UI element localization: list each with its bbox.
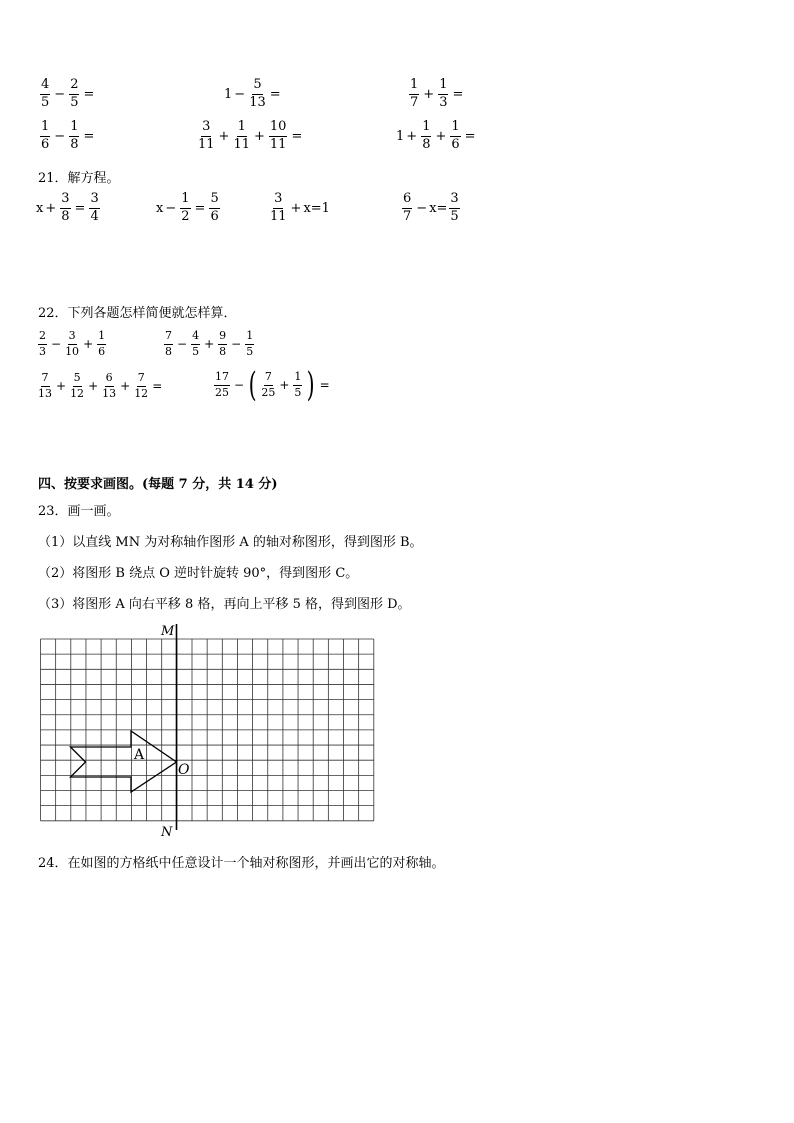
fraction xyxy=(69,120,79,153)
fraction xyxy=(450,120,460,153)
numerator: 3 xyxy=(89,192,99,209)
question-21-title: 21．解方程。 xyxy=(38,171,120,186)
denominator: 8 xyxy=(219,344,227,358)
numerator: 1 xyxy=(180,192,190,209)
denominator: 8 xyxy=(61,208,70,224)
denominator: 5 xyxy=(70,94,79,110)
numerator: 1 xyxy=(40,120,50,137)
denominator: 7 xyxy=(410,94,419,110)
fraction xyxy=(102,372,116,400)
numerator: 6 xyxy=(402,192,412,209)
fraction xyxy=(245,330,254,358)
denominator: 5 xyxy=(192,344,200,358)
denominator: 6 xyxy=(451,136,460,152)
fraction xyxy=(70,372,84,400)
question-23-item-2: （2）将图形 B 绕点 O 逆时针旋转 90°，得到图形 C。 xyxy=(38,566,359,581)
fraction xyxy=(198,120,215,153)
shape-a-arrow xyxy=(71,731,177,792)
denominator: 25 xyxy=(261,385,276,399)
simplify-expr xyxy=(162,330,256,358)
question-23-item-1: （1）以直线 MN 为对称轴作图形 A 的轴对称图形，得到图形 B。 xyxy=(38,535,423,550)
term: x xyxy=(36,200,44,216)
denominator: 13 xyxy=(38,386,52,400)
denominator: 3 xyxy=(439,94,448,110)
fraction xyxy=(249,78,266,111)
fraction xyxy=(233,120,250,153)
denominator: 12 xyxy=(70,386,85,400)
operator: = xyxy=(83,86,95,102)
fraction xyxy=(38,330,47,358)
numerator: 3 xyxy=(60,192,70,209)
operator: = xyxy=(194,200,206,216)
equation xyxy=(36,192,102,225)
question-24-title: 24．在如图的方格纸中任意设计一个轴对称图形，并画出它的对称轴。 xyxy=(38,856,445,871)
fraction xyxy=(97,330,106,358)
operator: − xyxy=(54,86,66,102)
fraction xyxy=(38,372,52,400)
denominator: 13 xyxy=(102,386,117,400)
operator: − xyxy=(54,128,66,144)
operator: + xyxy=(406,128,418,144)
simplify-expr xyxy=(36,372,164,400)
numerator: 1 xyxy=(293,371,302,386)
denominator: 11 xyxy=(198,136,215,152)
numerator: 1 xyxy=(245,330,254,345)
denominator: 11 xyxy=(233,136,250,152)
parenthesis: ( xyxy=(248,365,257,405)
numerator: 7 xyxy=(137,372,146,387)
denominator: 5 xyxy=(246,344,254,358)
equation xyxy=(268,192,330,225)
numerator: 6 xyxy=(105,372,114,387)
numerator: 5 xyxy=(209,192,219,209)
fraction xyxy=(164,330,173,358)
numerator: 5 xyxy=(252,78,262,95)
fraction xyxy=(421,120,431,153)
term: x= xyxy=(429,200,448,216)
denominator: 5 xyxy=(41,94,50,110)
numerator: 7 xyxy=(264,371,273,386)
fraction xyxy=(270,192,287,225)
term: 1 xyxy=(224,86,233,102)
simplify-expr xyxy=(36,330,108,358)
denominator: 5 xyxy=(294,385,302,399)
numerator: 10 xyxy=(269,120,288,137)
operator: = xyxy=(452,86,464,102)
operator: + xyxy=(88,379,99,394)
fraction xyxy=(134,372,148,400)
fraction xyxy=(438,78,448,111)
numerator: 1 xyxy=(450,120,460,137)
numerator: 17 xyxy=(214,371,230,386)
operator: + xyxy=(218,128,230,144)
operator: − xyxy=(231,337,242,352)
operator: + xyxy=(120,379,131,394)
denominator: 6 xyxy=(98,344,106,358)
operator: − xyxy=(234,378,245,392)
numerator: 1 xyxy=(438,78,448,95)
fraction xyxy=(409,78,419,111)
fraction xyxy=(60,192,70,225)
denominator: 8 xyxy=(422,136,431,152)
numerator: 1 xyxy=(237,120,247,137)
denominator: 12 xyxy=(134,386,149,400)
fraction xyxy=(269,120,288,153)
fraction xyxy=(89,192,99,225)
numerator: 7 xyxy=(164,330,173,345)
operator: = xyxy=(152,379,163,394)
calc-expr xyxy=(38,120,96,153)
fraction xyxy=(209,192,219,225)
label-m: M xyxy=(161,624,175,639)
operator: + xyxy=(56,379,67,394)
numerator: 3 xyxy=(273,192,283,209)
denominator: 8 xyxy=(165,344,172,358)
fraction xyxy=(180,192,190,225)
operator: = xyxy=(319,378,330,392)
numerator: 2 xyxy=(38,330,47,345)
numerator: 3 xyxy=(449,192,459,209)
fraction xyxy=(191,330,200,358)
fraction xyxy=(261,371,275,399)
label-o: O xyxy=(178,762,190,778)
numerator: 9 xyxy=(218,330,227,345)
term: x xyxy=(156,200,164,216)
operator: = xyxy=(83,128,95,144)
numerator: 5 xyxy=(73,372,82,387)
numerator: 1 xyxy=(421,120,431,137)
operator: + xyxy=(279,378,290,392)
denominator: 7 xyxy=(403,208,412,224)
calc-expr xyxy=(396,120,478,153)
simplify-expr xyxy=(212,365,332,405)
denominator: 4 xyxy=(90,208,99,224)
fraction xyxy=(402,192,412,225)
operator: + xyxy=(435,128,447,144)
operator: + xyxy=(290,200,302,216)
operator: + xyxy=(254,128,265,144)
numerator: 7 xyxy=(41,372,50,387)
operator: − xyxy=(416,200,428,216)
operator: = xyxy=(291,128,303,144)
label-a: A xyxy=(134,747,145,763)
parenthesis: ) xyxy=(307,365,316,405)
operator: − xyxy=(177,337,188,352)
equation xyxy=(400,192,462,225)
numerator: 3 xyxy=(68,330,77,345)
label-n: N xyxy=(161,825,173,840)
question-22-title: 22．下列各题怎样简便就怎样算． xyxy=(38,306,237,321)
question-23-title: 23．画一画。 xyxy=(38,504,120,519)
operator: + xyxy=(83,337,94,352)
calc-expr xyxy=(407,78,465,111)
numerator: 4 xyxy=(191,330,200,345)
grid-figure xyxy=(30,620,390,842)
fraction xyxy=(214,371,230,399)
operator: + xyxy=(204,337,215,352)
operator: = xyxy=(74,200,86,216)
denominator: 11 xyxy=(269,136,287,152)
denominator: 2 xyxy=(181,208,190,224)
calc-expr xyxy=(196,120,304,153)
fraction xyxy=(65,330,79,358)
fraction xyxy=(293,371,302,399)
numerator: 1 xyxy=(97,330,106,345)
numerator: 1 xyxy=(409,78,419,95)
question-23-item-3: （3）将图形 A 向右平移 8 格，再向上平移 5 格，得到图形 D。 xyxy=(38,597,411,612)
numerator: 1 xyxy=(69,120,79,137)
denominator: 6 xyxy=(210,208,219,224)
fraction xyxy=(40,78,50,111)
operator: + xyxy=(45,200,57,216)
section-heading: 四、按要求画图。(每题 7 分，共 14 分) xyxy=(38,477,278,492)
denominator: 13 xyxy=(249,94,266,110)
operator: − xyxy=(51,337,62,352)
denominator: 3 xyxy=(39,344,46,358)
calc-expr xyxy=(224,78,283,111)
operator: = xyxy=(464,128,476,144)
denominator: 6 xyxy=(41,136,50,152)
equation xyxy=(156,192,222,225)
denominator: 25 xyxy=(215,385,229,399)
denominator: 8 xyxy=(70,136,79,152)
fraction xyxy=(218,330,227,358)
grid-lines xyxy=(41,639,374,821)
calc-expr xyxy=(38,78,96,111)
numerator: 3 xyxy=(201,120,211,137)
operator: = xyxy=(269,86,281,102)
denominator: 10 xyxy=(65,344,80,358)
fraction xyxy=(69,78,79,111)
denominator: 5 xyxy=(450,208,459,224)
operator: + xyxy=(423,86,435,102)
numerator: 2 xyxy=(69,78,79,95)
fraction xyxy=(40,120,50,153)
denominator: 11 xyxy=(270,208,287,224)
operator: − xyxy=(234,86,246,102)
operator: − xyxy=(165,200,177,216)
fraction xyxy=(449,192,459,225)
term: x=1 xyxy=(303,200,330,216)
term: 1 xyxy=(396,128,405,144)
numerator: 4 xyxy=(40,78,50,95)
